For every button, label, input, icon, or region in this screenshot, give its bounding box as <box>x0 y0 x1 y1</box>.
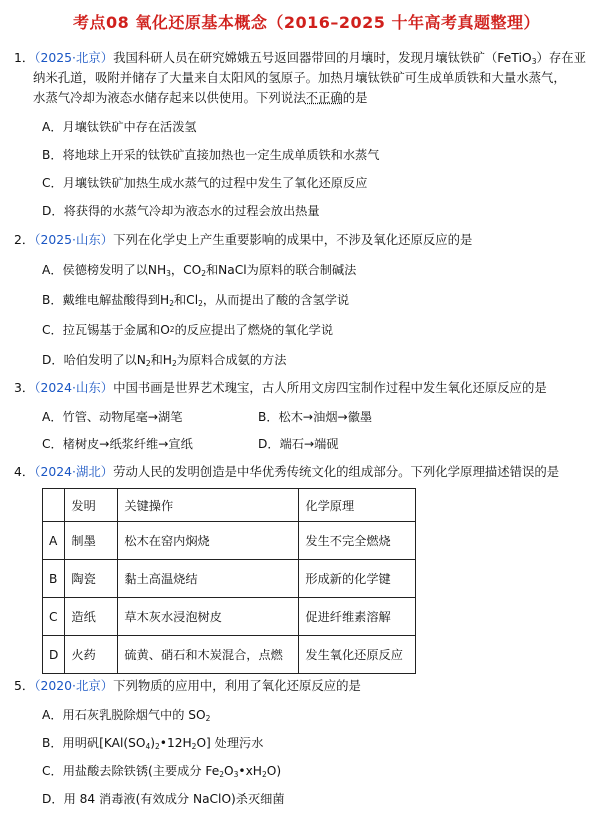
subscript: 3 <box>166 269 171 278</box>
question-3 <box>14 378 604 398</box>
subscript: 2 <box>191 742 197 751</box>
option-b: B．松木→油烟→徽墨 <box>258 410 373 424</box>
table-cell: 陶瓷 <box>65 560 118 598</box>
option-b <box>42 291 349 309</box>
stem-text: 纳米孔道，吸附并储存了大量来自太阳风的氢原子。加热月壤钛铁矿可生成单质铁和大量水蒸气， <box>33 70 566 85</box>
option-text: O <box>224 764 234 778</box>
option-text: O) <box>266 764 282 778</box>
option-a <box>42 261 356 279</box>
question-number: 3． <box>14 380 35 395</box>
table-row <box>43 522 416 560</box>
stem-text: 劳动人民的发明创造是中华优秀传统文化的组成部分。下列化学原理描述错误的是 <box>113 464 560 479</box>
stem-line <box>14 88 604 108</box>
option-text: •xH <box>238 764 262 778</box>
question-source: （2025·山东） <box>34 232 114 247</box>
option-text: C．用盐酸去除铁锈(主要成分 Fe <box>42 764 220 778</box>
table-cell: B <box>43 560 65 598</box>
option-text: •12H <box>159 736 192 750</box>
option-text: B．戴维电解盐酸得到H <box>42 293 170 307</box>
question-source: （2024·湖北） <box>34 464 114 479</box>
table-cell: 造纸 <box>65 598 118 636</box>
emphasis-text: 不正确 <box>305 90 343 105</box>
question-4 <box>14 462 604 482</box>
table-cell: 火药 <box>65 636 118 674</box>
option-text: B．用明矾[KAl(SO <box>42 736 146 750</box>
option-text: 为原料合成氨的方法 <box>176 353 287 367</box>
option-text: ) <box>150 736 155 750</box>
table-cell: A <box>43 522 65 560</box>
table-cell: 形成新的化学键 <box>299 560 416 598</box>
table-cell: 黏土高温烧结 <box>118 560 299 598</box>
table-cell: 松木在窑内焖烧 <box>118 522 299 560</box>
table-row <box>43 598 416 636</box>
option-text: A．侯德榜发明了以NH <box>42 263 167 277</box>
subscript: 4 <box>145 742 151 751</box>
stem-text: ）存在亚 <box>536 50 587 65</box>
option-text: 的反应提出了燃烧的氧化学说 <box>174 323 334 337</box>
table-header-cell: 关键操作 <box>118 489 299 522</box>
option-d: D．用 84 消毒液(有效成分 NaClO)杀灭细菌 <box>42 792 285 806</box>
option-d: D．端石→端砚 <box>258 437 339 451</box>
option-b <box>42 734 263 752</box>
question-2 <box>14 230 604 250</box>
table-header-cell: 化学原理 <box>299 489 416 522</box>
question-source: （2020·北京） <box>34 678 114 693</box>
stem-text: 下列在化学史上产生重要影响的成果中，不涉及氧化还原反应的是 <box>113 232 473 247</box>
question-1-stem <box>14 48 604 68</box>
table-header-row <box>43 489 416 522</box>
option-b: B．将地球上开采的钛铁矿直接加热也一定生成单质铁和水蒸气 <box>42 148 380 162</box>
table-row <box>43 636 416 674</box>
stem-text: 我国科研人员在研究嫦娥五号返回器带回的月壤时，发现月壤钛铁矿（FeTiO <box>113 50 532 65</box>
stem-text: 的是 <box>342 90 368 105</box>
question-number: 2． <box>14 232 35 247</box>
option-c <box>42 321 333 339</box>
subscript: 2 <box>145 359 151 368</box>
stem-text: 水蒸气冷却为液态水储存起来以供使用。下列说法 <box>33 90 306 105</box>
subscript: 3 <box>233 770 239 779</box>
option-a: A．月壤钛铁矿中存在活泼氢 <box>42 120 197 134</box>
table-cell: 促进纤维素溶解 <box>299 598 416 636</box>
principle-table <box>42 488 416 674</box>
subscript: 2 <box>201 269 206 278</box>
table-cell: 制墨 <box>65 522 118 560</box>
question-source: （2024·山东） <box>34 380 114 395</box>
option-text: A．用石灰乳脱除烟气中的 SO <box>42 708 206 722</box>
subscript: 2 <box>171 359 177 368</box>
table-cell: 发生氧化还原反应 <box>299 636 416 674</box>
stem-text: 中国书画是世界艺术瑰宝，古人所用文房四宝制作过程中发生氧化还原反应的是 <box>113 380 547 395</box>
option-c <box>42 762 281 780</box>
subscript: 2 <box>205 714 211 723</box>
table-cell: 草木灰水浸泡树皮 <box>118 598 299 636</box>
page-title: 考点08 氧化还原基本概念（2016–2025 十年高考真题整理） <box>73 13 540 32</box>
option-c: C．月壤钛铁矿加热生成水蒸气的过程中发生了氧化还原反应 <box>42 176 368 190</box>
question-number: 4． <box>14 464 35 479</box>
table-cell: C <box>43 598 65 636</box>
option-d: D．将获得的水蒸气冷却为液态水的过程会放出热量 <box>42 204 320 218</box>
option-d <box>42 351 286 369</box>
option-text: C．拉瓦锡基于金属和O <box>42 323 170 337</box>
subscript: 2 <box>198 299 203 308</box>
table-cell: D <box>43 636 65 674</box>
option-text: ，CO <box>170 263 202 277</box>
subscript: 2 <box>169 325 175 334</box>
table-header-cell <box>43 489 65 522</box>
option-a <box>42 706 210 724</box>
stem-line <box>14 68 604 88</box>
question-source: （2025·北京） <box>34 50 114 65</box>
option-a: A．竹管、动物尾毫→湖笔 <box>42 410 183 424</box>
table-cell: 硫黄、硝石和木炭混合，点燃 <box>118 636 299 674</box>
option-text: O] 处理污水 <box>196 736 264 750</box>
question-number: 1． <box>14 50 35 65</box>
question-number: 5． <box>14 678 35 693</box>
table-cell: 发生不完全燃烧 <box>299 522 416 560</box>
option-c: C．楮树皮→纸浆纤维→宣纸 <box>42 437 193 451</box>
option-text: 和H <box>150 353 172 367</box>
option-text: D．哈伯发明了以N <box>42 353 146 367</box>
subscript: 2 <box>155 742 160 751</box>
question-1 <box>14 48 604 108</box>
table-header-cell: 发明 <box>65 489 118 522</box>
subscript: 2 <box>219 770 225 779</box>
subscript: 2 <box>261 770 267 779</box>
subscript: 2 <box>169 299 174 308</box>
subscript: 3 <box>531 57 537 66</box>
question-5 <box>14 676 604 696</box>
option-text: 和NaCl为原料的联合制碱法 <box>205 263 357 277</box>
stem-text: 下列物质的应用中，利用了氧化还原反应的是 <box>113 678 361 693</box>
option-text: ，从而提出了酸的含氢学说 <box>202 293 350 307</box>
table-row <box>43 560 416 598</box>
option-text: 和Cl <box>174 293 199 307</box>
